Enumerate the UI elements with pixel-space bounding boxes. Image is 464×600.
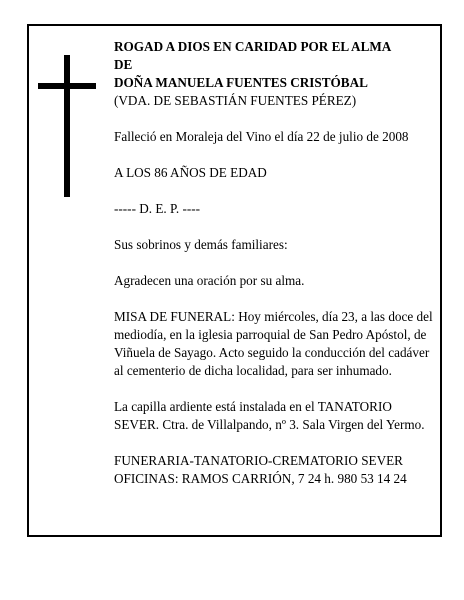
obituary-text [114,38,434,488]
age-notice: A LOS 86 AÑOS DE EDAD [114,165,267,180]
widow-of: (VDA. DE SEBASTIÁN FUENTES PÉREZ) [114,93,357,108]
header-line-1: ROGAD A DIOS EN CARIDAD POR EL ALMA [114,39,392,54]
thanks-line: Agradecen una oración por su alma. [114,273,305,288]
header-line-2: DE [114,57,133,72]
deceased-name: DOÑA MANUELA FUENTES CRISTÓBAL [114,75,368,90]
cross-icon [64,55,70,197]
cross-icon-bar [38,83,96,89]
family-line: Sus sobrinos y demás familiares: [114,237,288,252]
funeral-home: FUNERARIA-TANATORIO-CREMATORIO SEVER [114,453,403,468]
death-notice: Falleció en Moraleja del Vino el día 22 de julio de 2008 [114,129,409,144]
chapel-info: La capilla ardiente está instalada en el TANATORIO SEVER. Ctra. de Villalpando, nº 3. Sala Virgen del Yermo. [114,399,425,432]
rip-line: ----- D. E. P. ---- [114,201,201,216]
funeral-mass: MISA DE FUNERAL: Hoy miércoles, día 23, a las doce del mediodía, en la iglesia parroquial de San Pedro Apóstol, de Viñuela de Sayago. Acto seguido la conducción del cadáver al cementerio de dicha localidad, para ser inhumado. [114,309,433,378]
offices-info: OFICINAS: RAMOS CARRIÓN, 7 24 h. 980 53 14 24 [114,471,407,486]
